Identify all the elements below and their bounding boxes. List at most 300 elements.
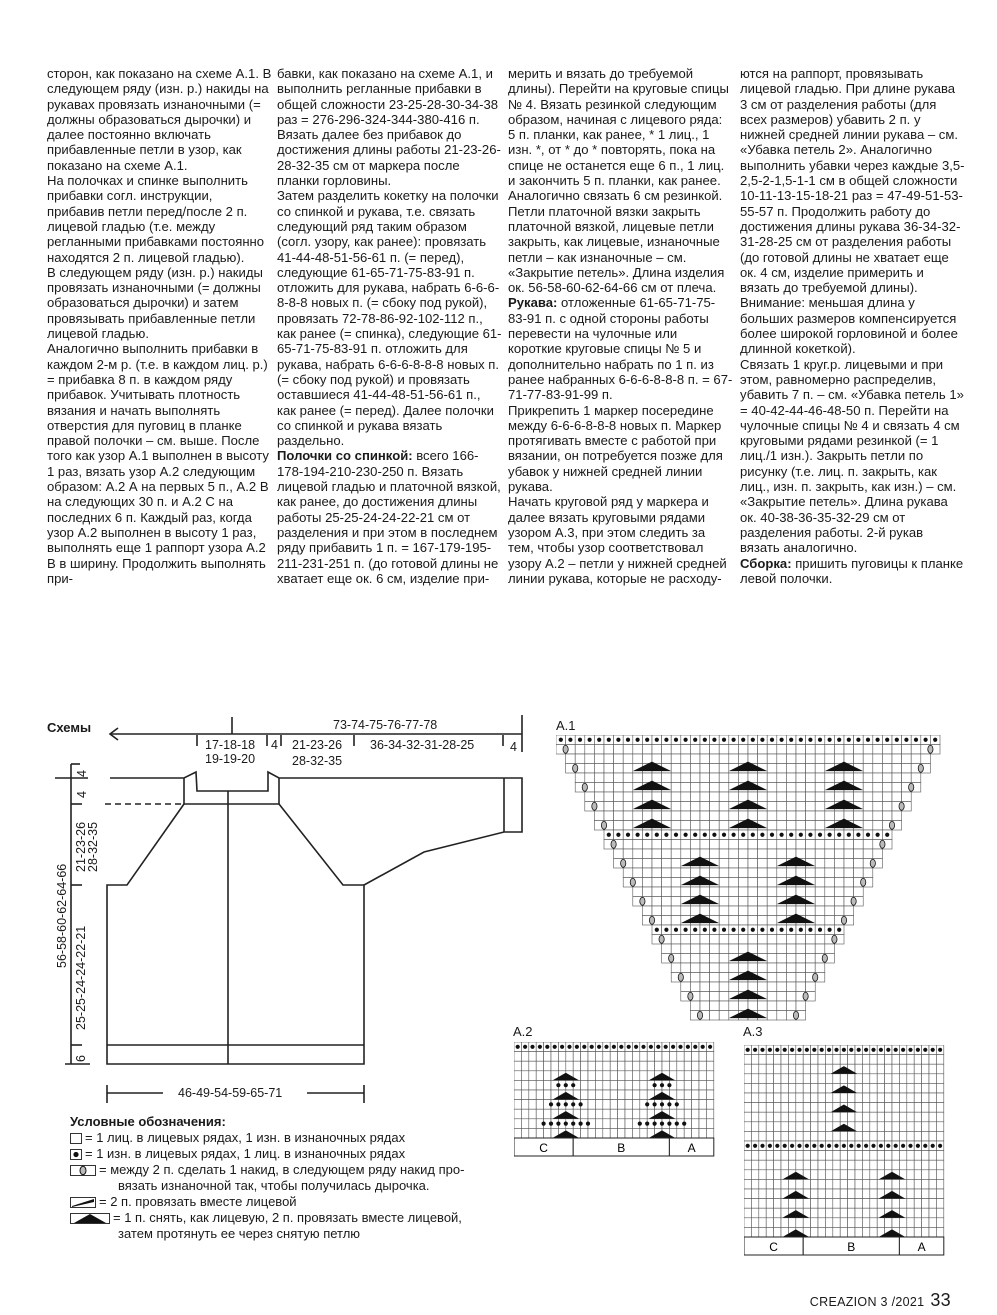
chart-cell (922, 1083, 929, 1093)
chart-cell (818, 1103, 825, 1113)
chart-cell (818, 1189, 825, 1199)
chart-cell (899, 1122, 906, 1132)
chart-cell (777, 811, 787, 821)
purl-dot (931, 1048, 935, 1052)
chart-cell (796, 840, 806, 850)
chart-cell (536, 1090, 543, 1100)
chart-cell (840, 1189, 847, 1199)
yarn-over-symbol (803, 992, 808, 1000)
chart-cell (815, 754, 825, 764)
chart-cell (710, 792, 720, 802)
chart-cell (825, 1055, 832, 1065)
chart-cell (751, 1103, 758, 1113)
chart-cell (758, 935, 768, 945)
chart-cell (781, 1083, 788, 1093)
chart-cell (758, 897, 768, 907)
chart-cell (907, 1055, 914, 1065)
chart-cell (681, 906, 691, 916)
chart-cell (604, 792, 614, 802)
purl-dot (805, 1048, 809, 1052)
chart-cell (936, 1112, 943, 1122)
purl-dot (516, 1045, 520, 1049)
chart-cell (603, 1052, 610, 1062)
chart-cell (777, 802, 787, 812)
purl-dot (834, 1048, 838, 1052)
chart-cell (914, 1170, 921, 1180)
chart-cell (759, 1208, 766, 1218)
chart-cell (588, 1052, 595, 1062)
chart-cell (833, 1151, 840, 1161)
chart-cell (652, 887, 662, 897)
purl-dot (586, 1122, 590, 1126)
chart-cell (662, 897, 672, 907)
chart-cell (633, 849, 643, 859)
chart-cell (854, 811, 864, 821)
chart-cell (825, 1208, 832, 1218)
chart-cell (877, 1131, 884, 1141)
chart-cell (690, 973, 700, 983)
chart-cell (862, 1151, 869, 1161)
chart-cell (766, 1083, 773, 1093)
chart-cell (623, 868, 633, 878)
dim-yoke-2: 28-32-35 (292, 754, 343, 768)
chart-cell (681, 764, 691, 774)
chart-cell (818, 1131, 825, 1141)
chart-cell (662, 878, 672, 888)
purl-dot (746, 1144, 750, 1148)
chart-cell (781, 1103, 788, 1113)
purl-dot (879, 1048, 883, 1052)
chart-cell (892, 1093, 899, 1103)
chart-cell (870, 1122, 877, 1132)
chart-cell (803, 1151, 810, 1161)
chart-cell (529, 1090, 536, 1100)
chart-cell (700, 745, 710, 755)
chart-cell (729, 811, 739, 821)
chart-cell (815, 821, 825, 831)
chart-cell (594, 811, 604, 821)
chart-cell (632, 1100, 639, 1110)
chart-cell (690, 954, 700, 964)
chart-cell (806, 840, 816, 850)
chart-cell (652, 754, 662, 764)
chart-cell (544, 1052, 551, 1062)
purl-dot (660, 1083, 664, 1087)
paragraph (740, 66, 965, 357)
chart-cell (806, 944, 816, 954)
purl-dot (751, 833, 755, 837)
chart-cell (625, 1109, 632, 1119)
chart-cell (870, 1170, 877, 1180)
chart-cell (818, 1199, 825, 1209)
purl-dot (847, 738, 851, 742)
purl-dot (933, 738, 937, 742)
chart-cell (699, 1061, 706, 1071)
chart-cell (777, 906, 787, 916)
chart-cell (744, 1074, 751, 1084)
chart-cell (777, 821, 787, 831)
chart-cell (690, 840, 700, 850)
chart-cell (922, 1179, 929, 1189)
chart-cell (671, 944, 681, 954)
chart-cell (855, 1112, 862, 1122)
chart-cell (786, 840, 796, 850)
chart-cell (758, 916, 768, 926)
chart-cell (610, 1071, 617, 1081)
chart-cell (862, 1064, 869, 1074)
chart-cell (825, 1170, 832, 1180)
chart-cell (936, 1103, 943, 1113)
purl-dot (660, 1122, 664, 1126)
chart-cell (729, 935, 739, 945)
chart-cell (825, 840, 835, 850)
chart-cell (781, 1074, 788, 1084)
chart-cell (603, 1128, 610, 1138)
purl-dot (866, 833, 870, 837)
purl-dot (901, 1144, 905, 1148)
purl-dot (847, 833, 851, 837)
chart-cell (907, 1083, 914, 1093)
chart-cell (774, 1199, 781, 1209)
chart-cell (719, 1001, 729, 1011)
chart-cell (882, 792, 892, 802)
chart-cell (825, 906, 835, 916)
chart-cell (623, 811, 633, 821)
purl-dot (684, 833, 688, 837)
chart-cell (885, 1160, 892, 1170)
chart-cell (748, 944, 758, 954)
chart-cell (751, 1112, 758, 1122)
purl-dot (923, 1144, 927, 1148)
chart-cell (700, 754, 710, 764)
purl-dot (751, 928, 755, 932)
purl-dot (908, 1048, 912, 1052)
chart-cell (844, 859, 854, 869)
purl-dot (571, 1083, 575, 1087)
chart-cell (595, 1109, 602, 1119)
chart-cell (825, 1179, 832, 1189)
chart-cell (751, 1131, 758, 1141)
chart-cell (681, 745, 691, 755)
chart-cell (521, 1100, 528, 1110)
chart-cell (662, 868, 672, 878)
chart-cell (854, 773, 864, 783)
purl-dot (722, 738, 726, 742)
chart-cell (796, 1083, 803, 1093)
chart-cell (907, 1199, 914, 1209)
purl-dot (645, 1102, 649, 1106)
chart-cell (594, 783, 604, 793)
chart-cell (877, 1160, 884, 1170)
chart-cell (781, 1179, 788, 1189)
chart-cell (706, 1071, 713, 1081)
chart-cell (618, 1128, 625, 1138)
chart-cell (662, 840, 672, 850)
paragraph-text: ются на раппорт, провязывать лицевой гладью. При длине рукава 3 см от разделения работы (для всех размеров) убавить 2 п. у нижней средней линии рукава – см. «Убавка петель 2». Аналогично выполнить убавки через каждые 3,5-2,5-2-1,5-1-1 см в общей сложности 10-11-13-15-18-21 раз = 47-49-51-53-55-57 п. Продолжить работу до достижения длины рукава 36-34-32-31-28-25 см от разделения работы (до готовой длины не хватает еще ок. 4 см, изделие примерить и вязать до требуемой длины). Внимание: меньшая длина у больших размеров компенсируется более широкой горловиной и более длинной кокеткой). (740, 66, 965, 357)
chart-cell (738, 906, 748, 916)
chart-cell (806, 821, 816, 831)
chart-cell (803, 1064, 810, 1074)
chart-cell (834, 792, 844, 802)
chart-cell (929, 1103, 936, 1113)
chart-cell (681, 849, 691, 859)
chart-cell (855, 1083, 862, 1093)
chart-cell (929, 1074, 936, 1084)
purl-dot (597, 1045, 601, 1049)
chart-cell (848, 1131, 855, 1141)
chart-cell (863, 868, 873, 878)
chart-cell (573, 1052, 580, 1062)
chart-cell (640, 1109, 647, 1119)
chart-cell (669, 1061, 676, 1071)
chart-cell (751, 1160, 758, 1170)
chart-cell (929, 1227, 936, 1237)
chart-cell (786, 944, 796, 954)
purl-dot (542, 1122, 546, 1126)
chart-cell (781, 1055, 788, 1065)
chart-cell (774, 1189, 781, 1199)
chart-cell (719, 982, 729, 992)
purl-dot (931, 1144, 935, 1148)
chart-cell (706, 1090, 713, 1100)
chart-cell (914, 1064, 921, 1074)
chart-cell (699, 1119, 706, 1129)
chart-cell (803, 1112, 810, 1122)
chart-cell (767, 954, 777, 964)
purl-dot (746, 1048, 750, 1052)
chart-cell (581, 1061, 588, 1071)
chart-cell (786, 773, 796, 783)
chart-cell (652, 906, 662, 916)
chart-cell (914, 1199, 921, 1209)
chart-cell (767, 982, 777, 992)
chart-cell (811, 1179, 818, 1189)
chart-cell (777, 868, 787, 878)
chart-cell (873, 821, 883, 831)
chart-cell (719, 745, 729, 755)
chart-cell (738, 754, 748, 764)
purl-dot (751, 738, 755, 742)
chart-cell (671, 773, 681, 783)
chart-cell (614, 773, 624, 783)
chart-cell (652, 868, 662, 878)
chart-cell (854, 859, 864, 869)
chart-cell (729, 944, 739, 954)
yarn-over-symbol (861, 878, 866, 886)
chart-cell (699, 1071, 706, 1081)
chart-cell (633, 859, 643, 869)
chart-cell (796, 754, 806, 764)
chart-cell (614, 821, 624, 831)
chart-cell (551, 1052, 558, 1062)
chart-cell (840, 1218, 847, 1228)
chart-cell (692, 1071, 699, 1081)
purl-dot (770, 833, 774, 837)
chart-cell (610, 1119, 617, 1129)
yarn-over-symbol (611, 840, 616, 848)
purl-dot (775, 1048, 779, 1052)
chart-cell (815, 916, 825, 926)
chart-cell (786, 764, 796, 774)
chart-cell (706, 1080, 713, 1090)
chart-cell (796, 973, 806, 983)
chart-cell (684, 1052, 691, 1062)
yarn-over-symbol (630, 878, 635, 886)
purl-dot (627, 1045, 631, 1049)
chart-cell (603, 1071, 610, 1081)
chart-cell (885, 1112, 892, 1122)
chart-cell (595, 1071, 602, 1081)
chart-cell (744, 1208, 751, 1218)
chart-cell (690, 935, 700, 945)
chart-cell (662, 849, 672, 859)
chart-cell (834, 906, 844, 916)
purl-dot (876, 833, 880, 837)
chart-cell (529, 1052, 536, 1062)
chart-cell (936, 1170, 943, 1180)
chart-cell (759, 1218, 766, 1228)
chart-cell (870, 1199, 877, 1209)
yarn-over-symbol (669, 954, 674, 962)
chart-cell (744, 1055, 751, 1065)
chart-cell (892, 1131, 899, 1141)
chart-cell (922, 1112, 929, 1122)
chart-cell (899, 1103, 906, 1113)
purl-dot (849, 1144, 853, 1148)
body-outline (107, 772, 522, 1064)
chart-cell (595, 1052, 602, 1062)
chart-cell (803, 1131, 810, 1141)
chart-cell (710, 745, 720, 755)
purl-dot (924, 738, 928, 742)
chart-cell (774, 1112, 781, 1122)
chart-cell (710, 868, 720, 878)
chart-cell (671, 859, 681, 869)
chart-cell (767, 821, 777, 831)
chart-cell (854, 754, 864, 764)
chart-cell (803, 1218, 810, 1228)
purl-dot (797, 1144, 801, 1148)
chart-cell (625, 1061, 632, 1071)
chart-cell (796, 1093, 803, 1103)
chart-cell (671, 935, 681, 945)
chart-cell (758, 1001, 768, 1011)
legend-item: = 1 п. снять, как лицевую, 2 п. провязать вместе лицевой, (70, 1210, 510, 1226)
purl-dot (684, 738, 688, 742)
chart-cell (748, 1001, 758, 1011)
legend-title: Условные обозначения: (70, 1114, 226, 1129)
chart-cell (806, 906, 816, 916)
chart-section-label: B (617, 1141, 626, 1155)
purl-dot (682, 1122, 686, 1126)
chart-cell (729, 982, 739, 992)
chart-cell (662, 745, 672, 755)
chart-cell (690, 944, 700, 954)
chart-cell (642, 811, 652, 821)
chart-a2 (514, 1042, 720, 1162)
chart-cell (662, 887, 672, 897)
chart-cell (767, 944, 777, 954)
chart-cell (700, 954, 710, 964)
chart-cell (690, 764, 700, 774)
chart-cell (844, 878, 854, 888)
chart-cell (855, 1208, 862, 1218)
chart-cell (719, 916, 729, 926)
chart-cell (671, 745, 681, 755)
chart-cell (936, 1093, 943, 1103)
chart-cell (796, 802, 806, 812)
chart-cell (825, 1112, 832, 1122)
chart-cell (681, 840, 691, 850)
chart-cell (786, 906, 796, 916)
purl-dot (857, 1144, 861, 1148)
chart-cell (902, 754, 912, 764)
chart-cell (885, 1122, 892, 1132)
chart-cell (786, 973, 796, 983)
chart-cell (514, 1100, 521, 1110)
chart-cell (640, 1080, 647, 1090)
chart-cell (833, 1179, 840, 1189)
chart-cell (594, 773, 604, 783)
purl-dot (549, 1102, 553, 1106)
chart-cell (803, 1179, 810, 1189)
purl-dot (722, 928, 726, 932)
chart-cell (759, 1199, 766, 1209)
chart-cell (671, 802, 681, 812)
chart-cell (796, 1001, 806, 1011)
chart-cell (840, 1160, 847, 1170)
chart-cell (767, 887, 777, 897)
chart-cell (759, 1160, 766, 1170)
chart-cell (692, 1119, 699, 1129)
chart-cell (796, 745, 806, 755)
purl-dot (770, 928, 774, 932)
chart-cell (774, 1074, 781, 1084)
purl-dot (626, 738, 630, 742)
purl-dot (827, 1048, 831, 1052)
chart-cell (692, 1080, 699, 1090)
section-heading: Рукава: (508, 295, 558, 311)
chart-cell (870, 1189, 877, 1199)
chart-cell (544, 1109, 551, 1119)
chart-cell (521, 1090, 528, 1100)
chart-cell (719, 954, 729, 964)
chart-cell (544, 1061, 551, 1071)
chart-cell (575, 773, 585, 783)
yarn-over-symbol (621, 859, 626, 867)
chart-cell (840, 1055, 847, 1065)
purl-dot (790, 1048, 794, 1052)
chart-cell (729, 897, 739, 907)
chart-cell (862, 1083, 869, 1093)
chart-cell (647, 1061, 654, 1071)
chart-cell (914, 1112, 921, 1122)
chart-cell (671, 754, 681, 764)
chart-cell (922, 1151, 929, 1161)
chart-cell (767, 868, 777, 878)
chart-cell (825, 1218, 832, 1228)
purl-dot (712, 928, 716, 932)
chart-cell (751, 1064, 758, 1074)
chart-cell (848, 1074, 855, 1084)
chart-cell (914, 1151, 921, 1161)
purl-dot (885, 738, 889, 742)
chart-cell (766, 1131, 773, 1141)
chart-cell (781, 1122, 788, 1132)
chart-cell (914, 1227, 921, 1237)
chart-cell (914, 1122, 921, 1132)
purl-dot (732, 833, 736, 837)
